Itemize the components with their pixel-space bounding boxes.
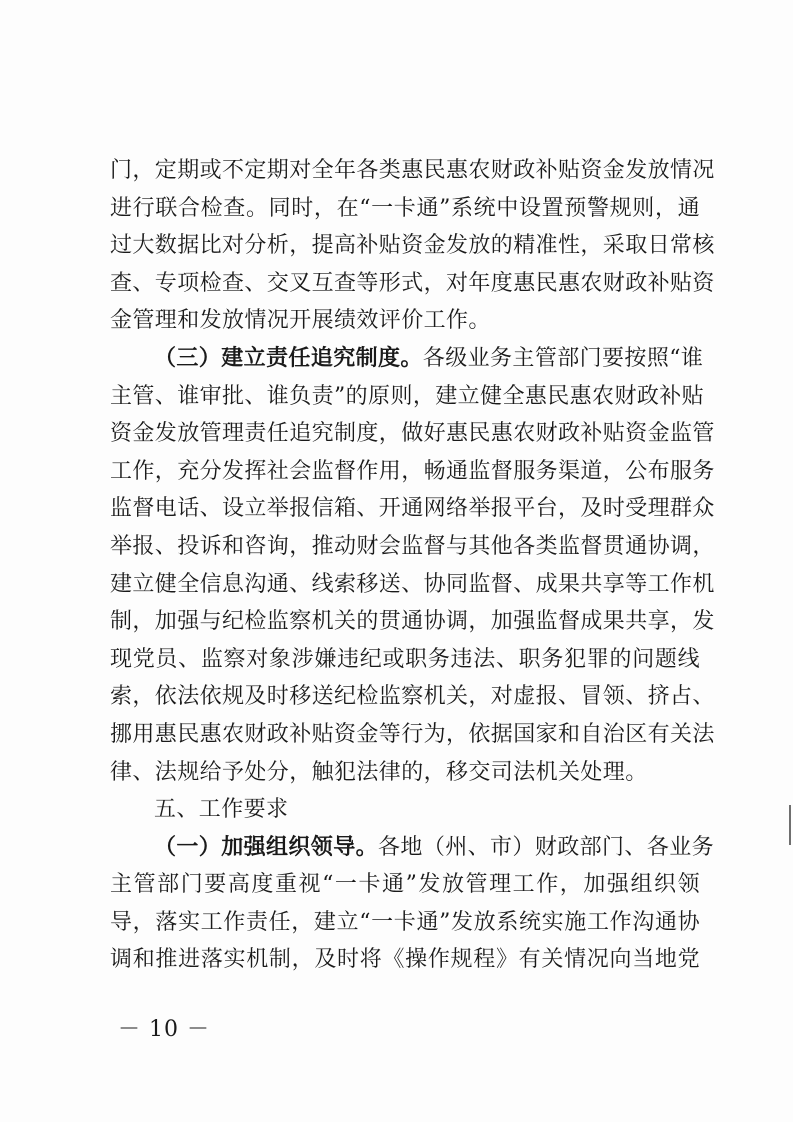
- text-line: 挪用惠民惠农财政补贴资金等行为，依据国家和自治区有关法: [110, 721, 715, 747]
- subsection-title: （三）建立责任追究制度。: [154, 344, 423, 371]
- text-line: 调和推进落实机制，及时将《操作规程》有关情况向当地党: [110, 947, 700, 973]
- section-heading: 五、工作要求: [154, 797, 289, 823]
- lead-text: 各级业务主管部门要按照“谁: [422, 345, 704, 371]
- page-number: － 10 －: [118, 1017, 210, 1042]
- text-line: 索，依法依规及时移送纪检监察机关，对虚报、冒领、挤占、: [110, 684, 715, 710]
- text-line: 制，加强与纪检监察机关的贯通协调，加强监督成果共享，发: [110, 609, 715, 635]
- document-body: [110, 152, 715, 979]
- text-line: 律、法规给予处分，触犯法律的，移交司法机关处理。: [110, 759, 648, 785]
- text-line: 查、专项检查、交叉互查等形式，对年度惠民惠农财政补贴资: [110, 270, 715, 296]
- lead-text: 各地（州、市）财政部门、各业务: [378, 834, 715, 860]
- scan-edge-mark: [789, 805, 791, 845]
- text-line: 进行联合检查。同时，在“一卡通”系统中设置预警规则，通: [110, 195, 700, 221]
- text-line: 导，落实工作责任，建立“一卡通”发放系统实施工作沟通协: [110, 909, 700, 935]
- text-line: 现党员、监察对象涉嫌违纪或职务违法、职务犯罪的问题线: [110, 646, 700, 672]
- text-line: 门，定期或不定期对全年各类惠民惠农财政补贴资金发放情况: [110, 158, 715, 183]
- paragraph-lead-line: [110, 829, 715, 867]
- text-line: 资金发放管理责任追究制度，做好惠民惠农财政补贴资金监管: [110, 421, 715, 447]
- text-line: 主管部门要高度重视“一卡通”发放管理工作，加强组织领: [110, 872, 700, 898]
- text-line: 建立健全信息沟通、线索移送、协同监督、成果共享等工作机: [110, 571, 715, 597]
- text-line: 主管、谁审批、谁负责”的原则，建立健全惠民惠农财政补贴: [110, 383, 705, 409]
- text-line: 工作，充分发挥社会监督作用，畅通监督服务渠道，公布服务: [110, 458, 715, 484]
- paragraph-lead-line: [110, 340, 704, 378]
- subsection-title: （一）加强组织领导。: [154, 833, 379, 860]
- text-line: 监督电话、设立举报信箱、开通网络举报平台，及时受理群众: [110, 496, 715, 522]
- text-line: 举报、投诉和咨询，推动财会监督与其他各类监督贯通协调，: [110, 533, 715, 559]
- text-line: 过大数据比对分析，提高补贴资金发放的精准性，采取日常核: [110, 233, 715, 259]
- text-line: 金管理和发放情况开展绩效评价工作。: [110, 308, 491, 334]
